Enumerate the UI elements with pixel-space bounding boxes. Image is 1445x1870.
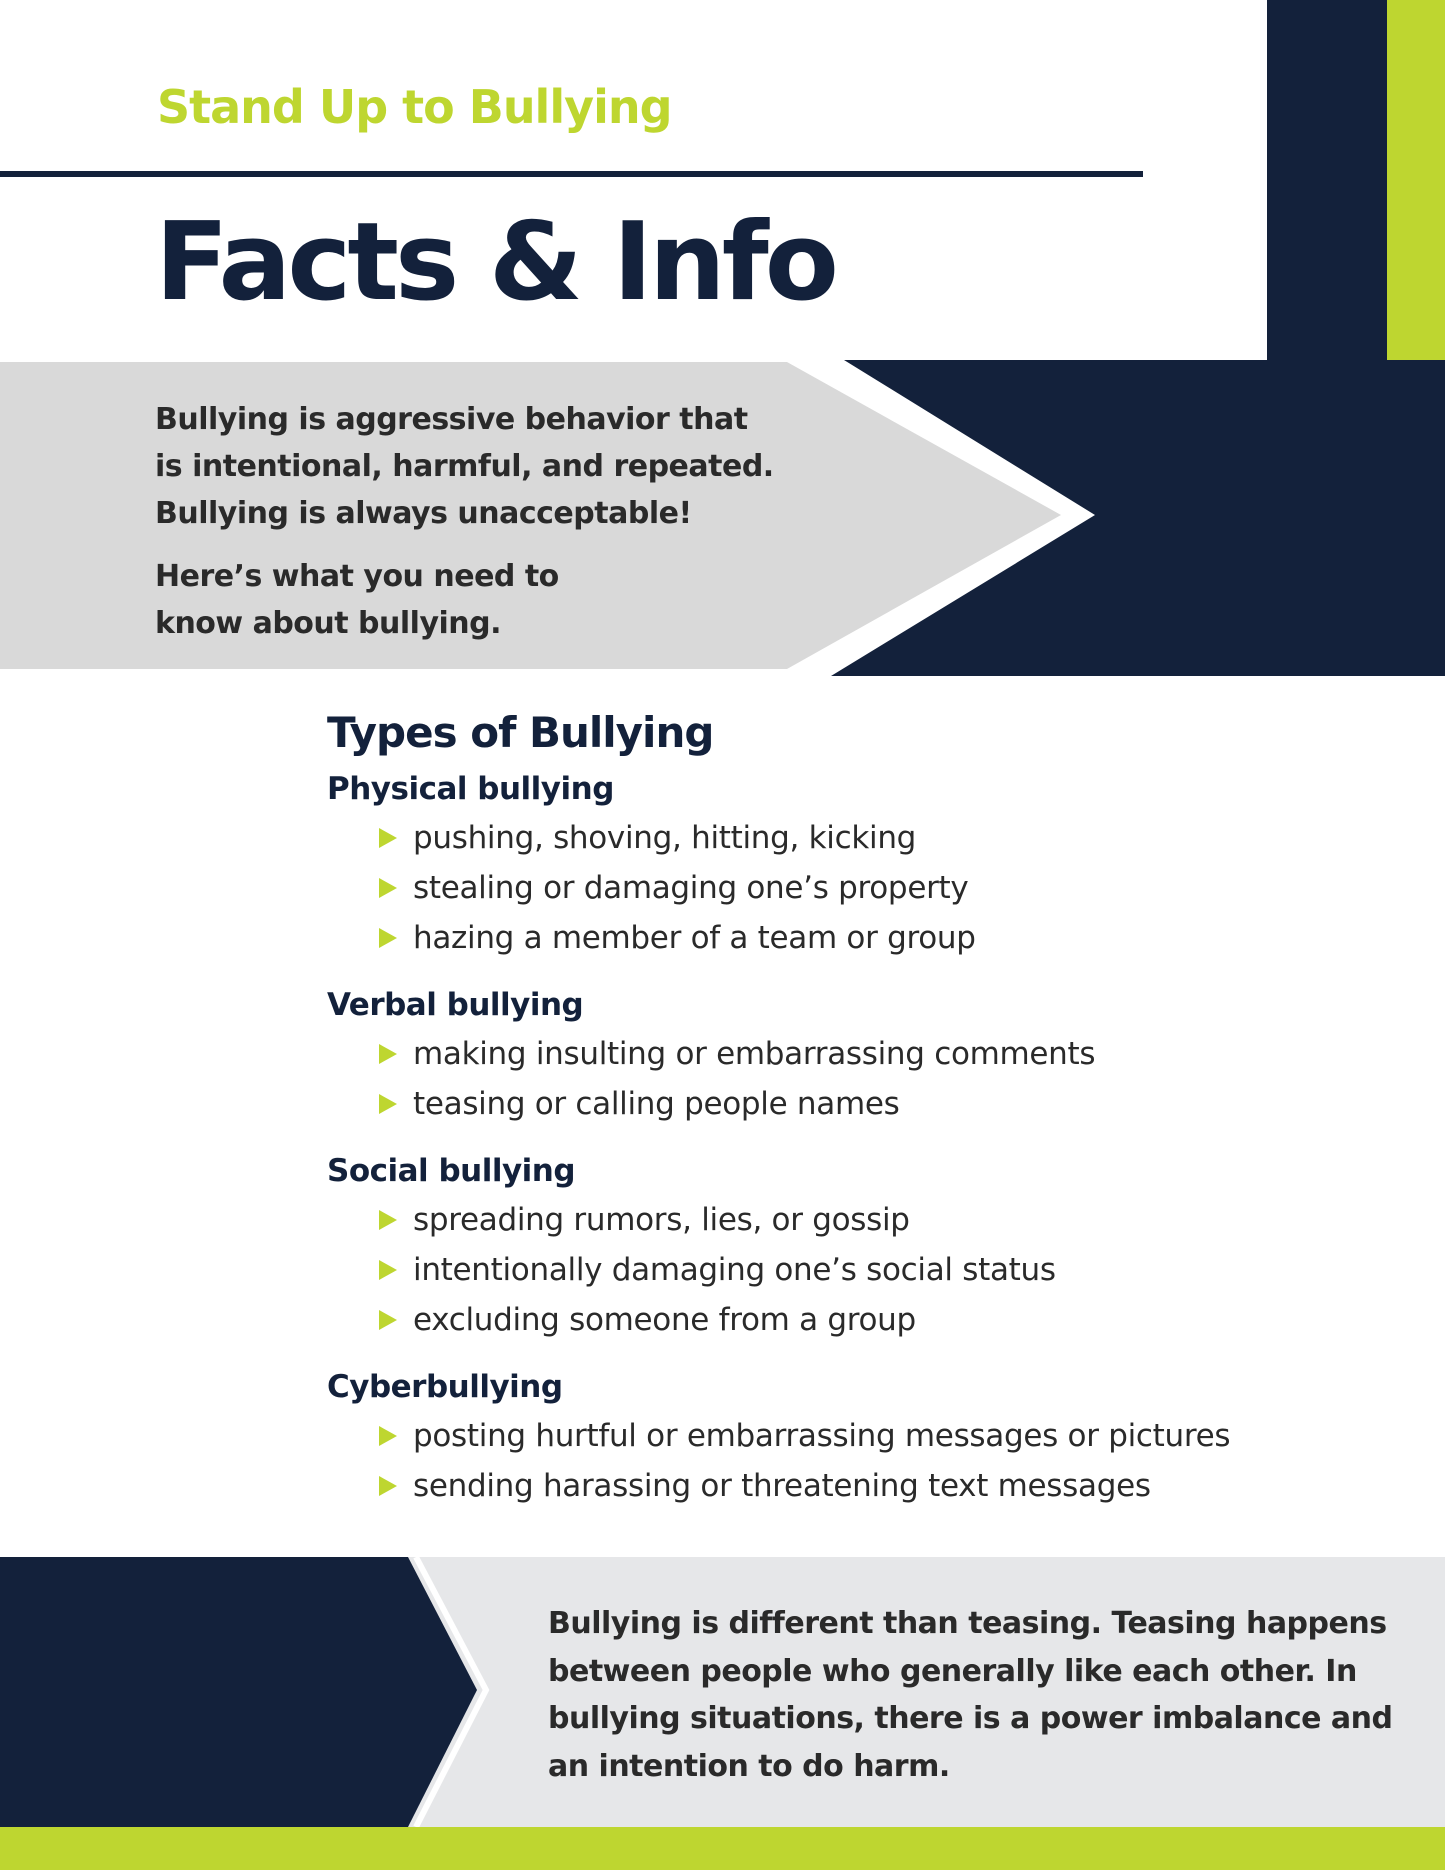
list-item-text: teasing or calling people names (413, 1086, 900, 1122)
bullying-type-title: Physical bullying (327, 771, 614, 807)
list-item-text: making insulting or embarrassing comments (413, 1036, 1096, 1072)
teasing-note: Bullying is different than teasing. Teasing happens between people who generally like each other. In bullying situations, there is a power imbalance and an intention to do harm. (548, 1606, 1393, 1784)
triangle-bullet-icon (379, 928, 397, 948)
section-heading: Types of Bullying (327, 708, 714, 757)
list-item (379, 1029, 1327, 1079)
header-divider (0, 171, 1143, 177)
triangle-bullet-icon (379, 1044, 397, 1064)
list-item-text: posting hurtful or embarrassing messages or pictures (413, 1418, 1231, 1454)
bullying-type-list (327, 813, 1327, 963)
triangle-bullet-icon (379, 1426, 397, 1446)
list-item (379, 913, 1327, 963)
triangle-bullet-icon (379, 1260, 397, 1280)
intro-text (155, 396, 775, 663)
intro-paragraph: Bullying is aggressive behavior that is intentional, harmful, and repeated. Bullying is always unacceptable! (155, 402, 774, 531)
types-of-bullying-section (327, 708, 1327, 1529)
top-right-navy-bar (1267, 0, 1387, 360)
triangle-bullet-icon (379, 1476, 397, 1496)
list-item (379, 813, 1327, 863)
list-item (379, 1295, 1327, 1345)
list-item (379, 1461, 1327, 1511)
bullying-type-title: Cyberbullying (327, 1369, 563, 1405)
triangle-bullet-icon (379, 1210, 397, 1230)
page-title: Facts & Info (155, 200, 835, 325)
list-item (379, 863, 1327, 913)
triangle-bullet-icon (379, 828, 397, 848)
note-navy-chevron (0, 1557, 477, 1827)
triangle-bullet-icon (379, 1310, 397, 1330)
list-item-text: hazing a member of a team or group (413, 920, 976, 956)
list-item-text: intentionally damaging one’s social status (413, 1252, 1056, 1288)
bullying-type-title: Social bullying (327, 1153, 576, 1189)
list-item (379, 1195, 1327, 1245)
list-item (379, 1411, 1327, 1461)
list-item-text: excluding someone from a group (413, 1302, 916, 1338)
list-item-text: pushing, shoving, hitting, kicking (413, 820, 917, 856)
page-kicker: Stand Up to Bullying (157, 80, 672, 134)
list-item-text: spreading rumors, lies, or gossip (413, 1202, 910, 1238)
list-item (379, 1245, 1327, 1295)
list-item-text: sending harassing or threatening text messages (413, 1468, 1151, 1504)
bullying-type-list (327, 1411, 1327, 1511)
triangle-bullet-icon (379, 1094, 397, 1114)
intro-paragraph: Here’s what you need to know about bullying. (155, 559, 559, 641)
bullying-type-list (327, 1029, 1327, 1129)
triangle-bullet-icon (379, 878, 397, 898)
bullying-type-list (327, 1195, 1327, 1345)
list-item-text: stealing or damaging one’s property (413, 870, 969, 906)
list-item (379, 1079, 1327, 1129)
top-right-green-bar (1387, 0, 1445, 360)
footer-green-band (0, 1827, 1445, 1870)
bullying-type-title: Verbal bullying (327, 987, 584, 1023)
